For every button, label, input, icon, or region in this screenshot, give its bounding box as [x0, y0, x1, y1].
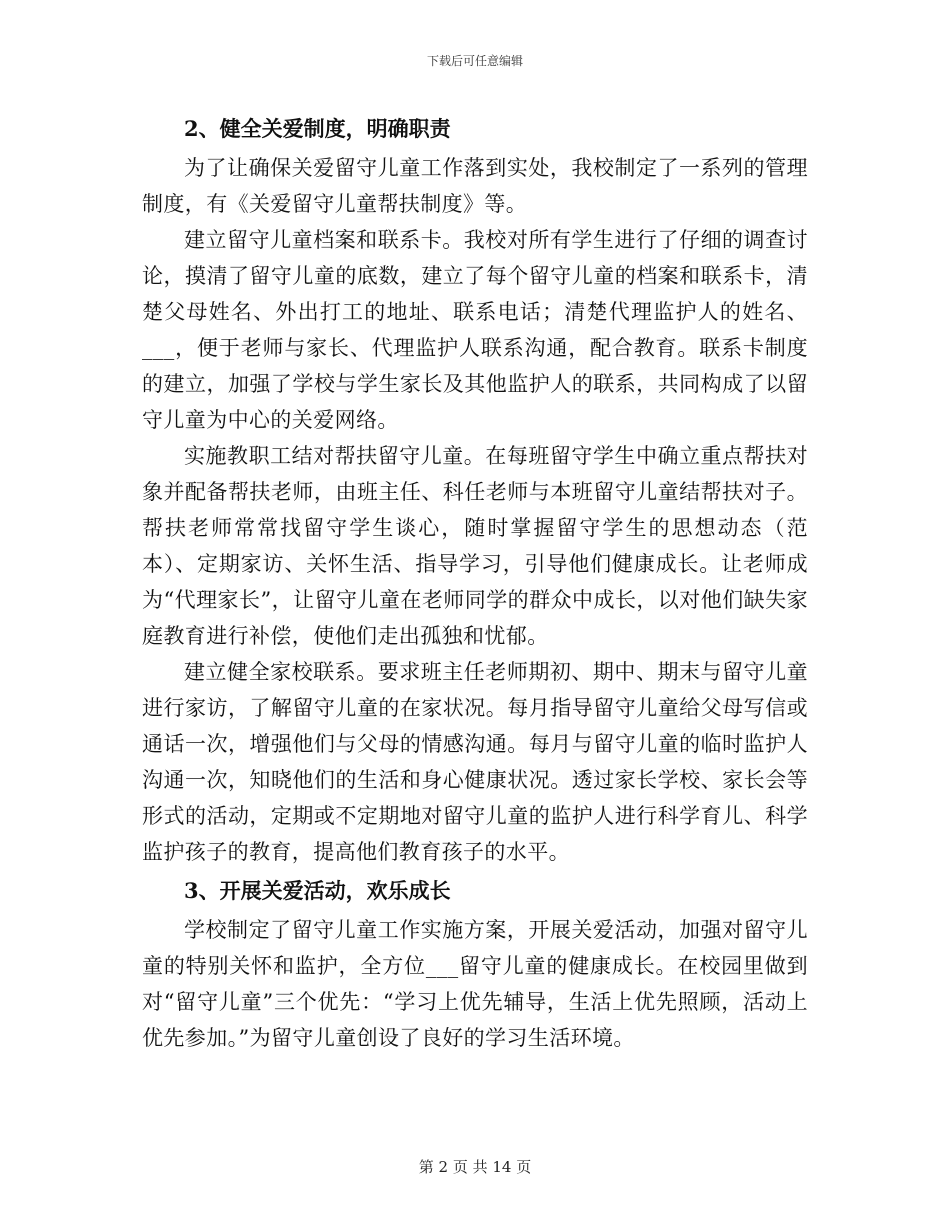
paragraph: 为了让确保关爱留守儿童工作落到实处，我校制定了一系列的管理制度，有《关爱留守儿童帮扶制度》等。 [142, 156, 808, 216]
section-heading: 3、开展关爱活动，欢乐成长 [184, 878, 451, 903]
section-heading: 2、健全关爱制度，明确职责 [184, 116, 451, 141]
section-care-system [142, 108, 808, 870]
paragraph: 建立留守儿童档案和联系卡。我校对所有学生进行了仔细的调查讨论，摸清了留守儿童的底数，建立了每个留守儿童的档案和联系卡，清楚父母姓名、外出打工的地址、联系电话；清楚代理监护人的姓名、___，便于老师与家长、代理监护人联系沟通，配合教育。联系卡制度的建立，加强了学校与学生家长及其他监护人的联系，共同构成了以留守儿童为中心的关爱网络。 [142, 228, 808, 432]
paragraph: 学校制定了留守儿童工作实施方案，开展关爱活动，加强对留守儿童的特别关怀和监护，全方位___留守儿童的健康成长。在校园里做到对“留守儿童”三个优先：“学习上优先辅导，生活上优先照顾，活动上优先参加。”为留守儿童创设了良好的学习生活环境。 [142, 918, 808, 1050]
paragraph: 建立健全家校联系。要求班主任老师期初、期中、期末与留守儿童进行家访，了解留守儿童的在家状况。每月指导留守儿童给父母写信或通话一次，增强他们与父母的情感沟通。每月与留守儿童的临时监护人沟通一次，知晓他们的生活和身心健康状况。透过家长学校、家长会等形式的活动，定期或不定期地对留守儿童的监护人进行科学育儿、科学监护孩子的教育，提高他们教育孩子的水平。 [142, 660, 808, 864]
document-body [142, 108, 808, 1056]
paragraph: 实施教职工结对帮扶留守儿童。在每班留守学生中确立重点帮扶对象并配备帮扶老师，由班主任、科任老师与本班留守儿童结帮扶对子。帮扶老师常常找留守学生谈心，随时掌握留守学生的思想动态（范本）、定期家访、关怀生活、指导学习，引导他们健康成长。让老师成为“代理家长”，让留守儿童在老师同学的群众中成长，以对他们缺失家庭教育进行补偿，使他们走出孤独和忧郁。 [142, 444, 808, 648]
page-header: 下载后可任意编辑 [426, 54, 523, 68]
page-number-footer: 第 2 页 共 14 页 [418, 1158, 532, 1176]
section-care-activities [142, 870, 808, 1056]
